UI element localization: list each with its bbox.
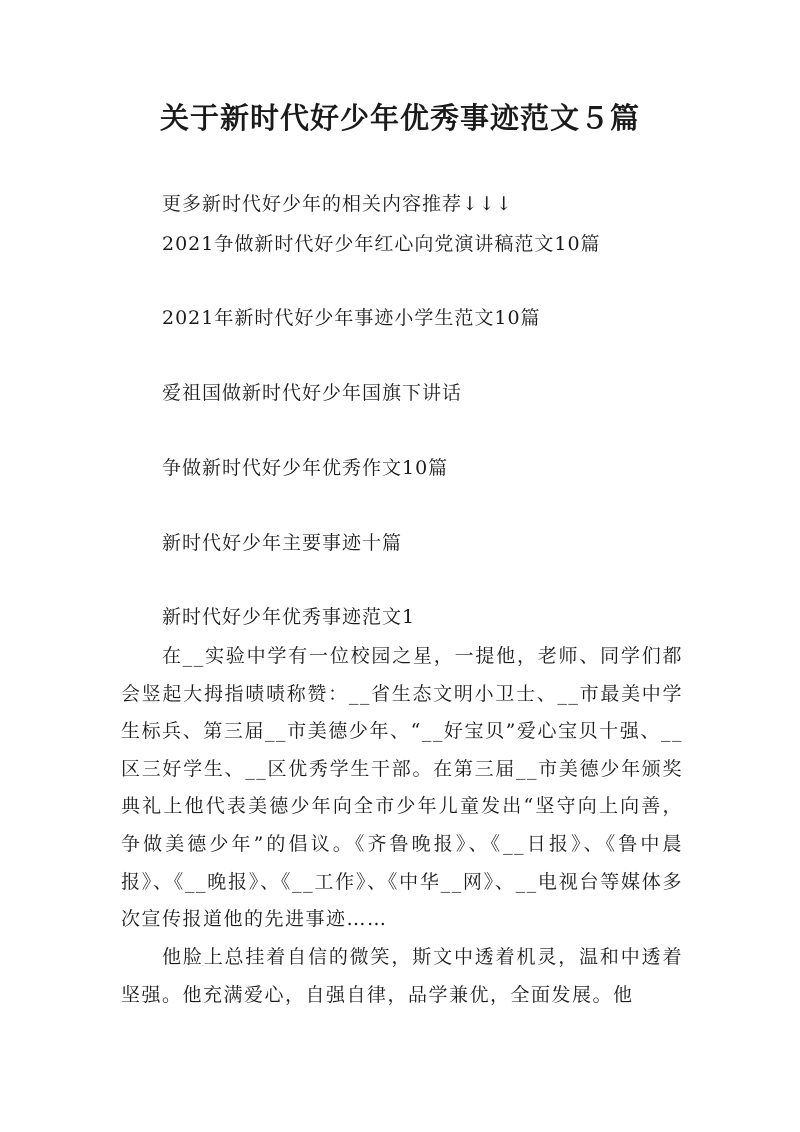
recommend-link-3[interactable]: 爱祖国做新时代好少年国旗下讲话 — [162, 382, 463, 404]
recommend-link-4[interactable]: 争做新时代好少年优秀作文10篇 — [162, 457, 449, 479]
recommend-link-1[interactable]: 2021争做新时代好少年红心向党演讲稿范文10篇 — [162, 233, 601, 255]
recommend-link-2[interactable]: 2021年新时代好少年事迹小学生范文10篇 — [162, 307, 541, 329]
recommend-link-5[interactable]: 新时代好少年主要事迹十篇 — [162, 532, 403, 554]
body-paragraph-2: 他脸上总挂着自信的微笑，斯文中透着机灵，温和中透着坚强。他充满爱心，自强自律，品学兼优，全面发展。他 — [121, 946, 683, 1006]
document-title: 关于新时代好少年优秀事迹范文５篇 — [159, 101, 640, 135]
body-paragraph-1: 在__实验中学有一位校园之星，一提他，老师、同学们都会竖起大拇指啧啧称赞：__省生态文明小卫士、__市最美中学生标兵、第三届__市美德少年、“__好宝贝”爱心宝贝十强、__区三好学生、__区优秀学生干部。在第三届__市美德少年颁奖典礼上他代表美德少年向全市少年儿童发出“坚守向上向善，争做美德少年”的倡议。《齐鲁晚报》、《__日报》、《鲁中晨报》、《__晚报》、《__工作》、《中华__网》、__电视台等媒体多次宣传报道他的先进事迹…… — [121, 645, 683, 931]
section-title: 新时代好少年优秀事迹范文1 — [162, 606, 416, 628]
recommend-header: 更多新时代好少年的相关内容推荐↓↓↓ — [162, 193, 513, 215]
